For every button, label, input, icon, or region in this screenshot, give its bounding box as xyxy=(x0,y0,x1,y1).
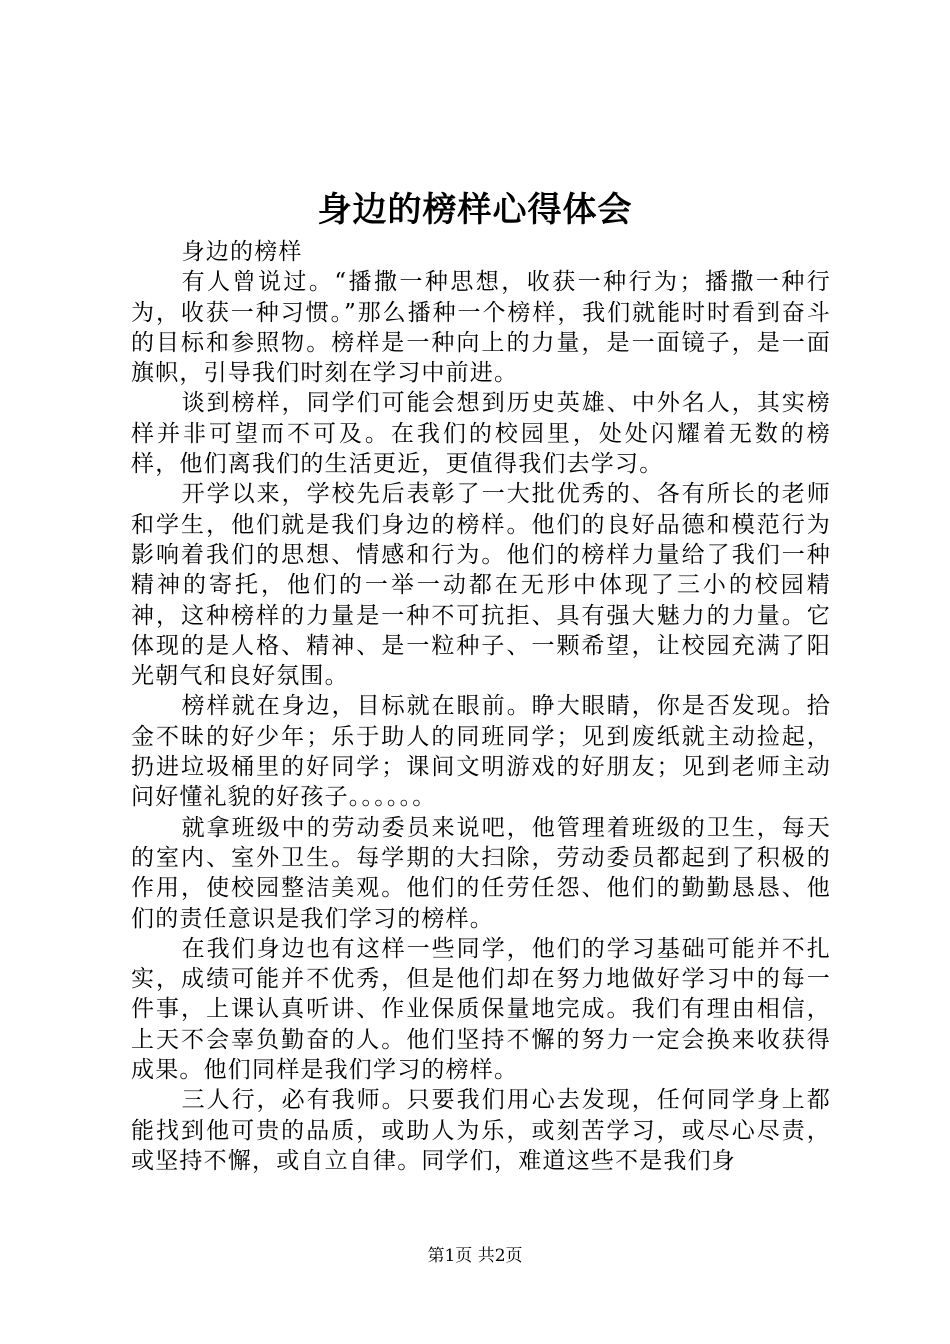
paragraph: 谈到榜样，同学们可能会想到历史英雄、中外名人，其实榜样并非可望而不可及。在我们的校园里，处处闪耀着无数的榜样，他们离我们的生活更近，更值得我们去学习。 xyxy=(131,390,831,478)
paragraph: 就拿班级中的劳动委员来说吧，他管理着班级的卫生，每天的室内、室外卫生。每学期的大扫除，劳动委员都起到了积极的作用，使校园整洁美观。他们的任劳任怨、他们的勤勤恳恳、他们的责任意识是我们学习的榜样。 xyxy=(131,814,831,932)
paragraph: 榜样就在身边，目标就在眼前。睁大眼睛，你是否发现。拾金不昧的好少年；乐于助人的同班同学；见到废纸就主动捡起，扔进垃圾桶里的好同学；课间文明游戏的好朋友；见到老师主动问好懂礼貌的好孩子。。。。。。 xyxy=(131,693,831,811)
paragraph-heading: 身边的榜样 xyxy=(181,239,303,265)
paragraph: 有人曾说过。“播撒一种思想，收获一种行为；播撒一种行为，收获一种习惯。”那么播种一个榜样，我们就能时时看到奋斗的目标和参照物。榜样是一种向上的力量，是一面镜子，是一面旗帜，引导我们时刻在学习中前进。 xyxy=(131,269,831,387)
paragraph: 在我们身边也有这样一些同学，他们的学习基础可能并不扎实，成绩可能并不优秀，但是他们却在努力地做好学习中的每一件事，上课认真听讲、作业保质保量地完成。我们有理由相信，上天不会辜负勤奋的人。他们坚持不懈的努力一定会换来收获得成果。他们同样是我们学习的榜样。 xyxy=(131,935,831,1084)
paragraph: 三人行，必有我师。只要我们用心去发现，任何同学身上都能找到他可贵的品质，或助人为乐，或刻苦学习，或尽心尽责，或坚持不懈，或自立自律。同学们，难道这些不是我们身 xyxy=(131,1087,831,1174)
document-body xyxy=(131,237,831,1176)
paragraph: 开学以来，学校先后表彰了一大批优秀的、各有所长的老师和学生，他们就是我们身边的榜样。他们的良好品德和模范行为影响着我们的思想、情感和行为。他们的榜样力量给了我们一种精神的寄托，他们的一举一动都在无形中体现了三小的校园精神，这种榜样的力量是一种不可抗拒、具有强大魅力的力量。它体现的是人格、精神、是一粒种子、一颗希望，让校园充满了阳光朝气和良好氛围。 xyxy=(131,481,831,690)
page-number-footer: 第1页 共2页 xyxy=(427,1246,523,1266)
document-title: 身边的榜样心得体会 xyxy=(317,190,633,230)
